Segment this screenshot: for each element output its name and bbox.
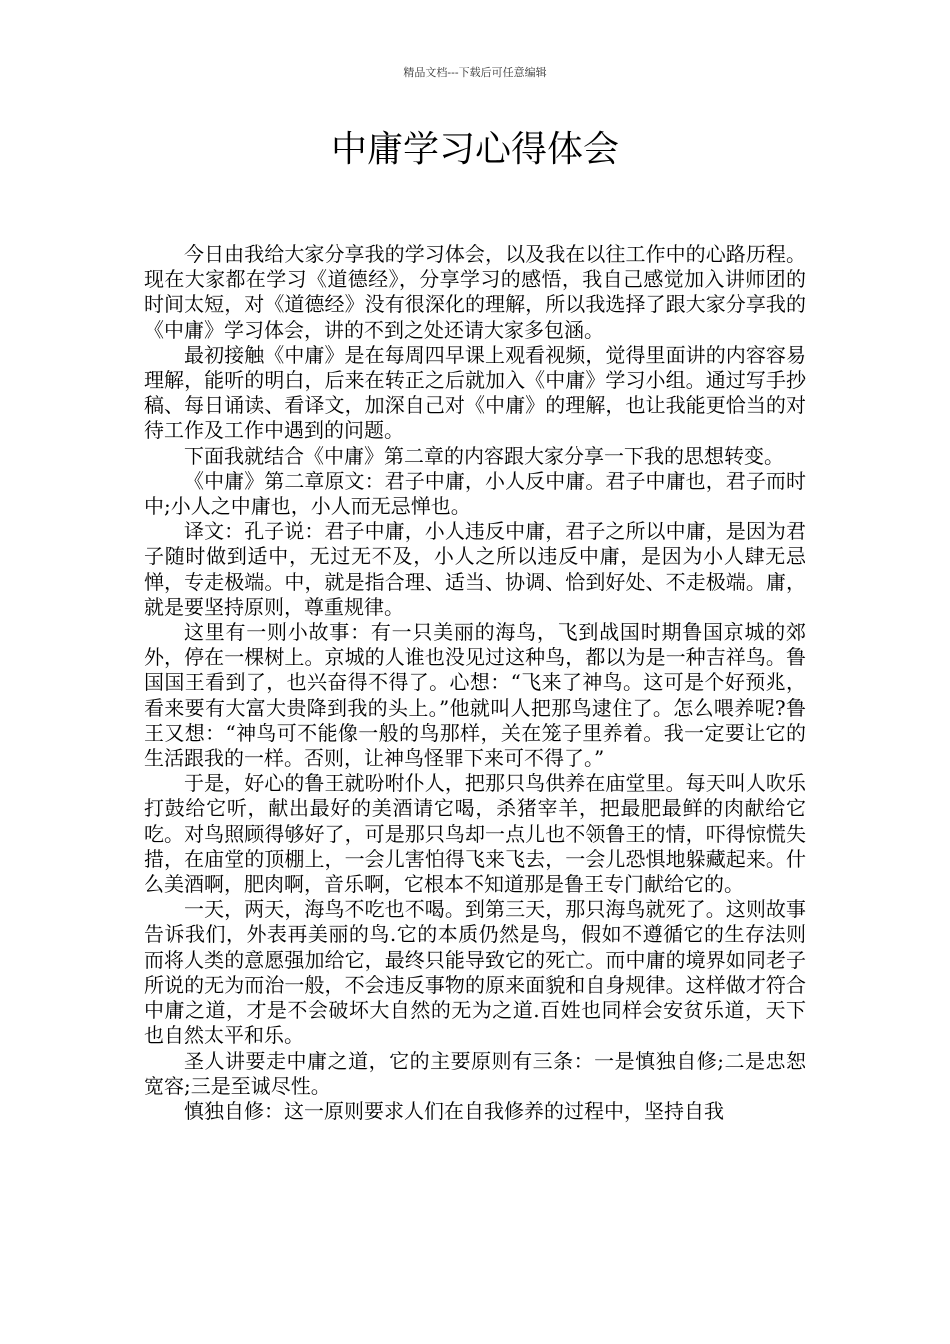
paragraph: 下面我就结合《中庸》第二章的内容跟大家分享一下我的思想转变。 xyxy=(184,443,784,468)
paragraph: 《中庸》第二章原文：君子中庸，小人反中庸。君子中庸也，君子而时中;小人之中庸也，小人而无忌惮也。 xyxy=(144,468,806,519)
paragraph: 慎独自修：这一原则要求人们在自我修养的过程中，坚持自我 xyxy=(184,1098,724,1123)
header-note: 精品文档---下载后可任意编辑 xyxy=(403,66,547,79)
paragraph: 圣人讲要走中庸之道，它的主要原则有三条：一是慎独自修;二是忠恕宽容;三是至诚尽性。 xyxy=(144,1048,806,1098)
paragraph: 一天，两天，海鸟不吃也不喝。到第三天，那只海鸟就死了。这则故事告诉我们，外表再美丽的鸟.它的本质仍然是鸟，假如不遵循它的生存法则而将人类的意愿强加给它，最终只能导致它的死亡。而中庸的境界如同老子所说的无为而治一般，不会违反事物的原来面貌和自身规律。这样做才符合中庸之道，才是不会破坏大自然的无为之道.百姓也同样会安贫乐道，天下也自然太平和乐。 xyxy=(144,897,806,1048)
paragraph: 译文：孔子说：君子中庸，小人违反中庸，君子之所以中庸，是因为君子随时做到适中，无过无不及，小人之所以违反中庸，是因为小人肆无忌惮，专走极端。中，就是指合理、适当、协调、恰到好处、不走极端。庸，就是要坚持原则，尊重规律。 xyxy=(144,519,806,619)
paragraph: 今日由我给大家分享我的学习体会，以及我在以往工作中的心路历程。现在大家都在学习《道德经》，分享学习的感悟，我自己感觉加入讲师团的时间太短，对《道德经》没有很深化的理解，所以我选择了跟大家分享我的《中庸》学习体会，讲的不到之处还请大家多包涵。 xyxy=(144,242,806,342)
paragraph: 这里有一则小故事：有一只美丽的海鸟，飞到战国时期鲁国京城的郊外，停在一棵树上。京城的人谁也没见过这种鸟，都以为是一种吉祥鸟。鲁国国王看到了，也兴奋得不得了。心想：“飞来了神鸟。这可是个好预兆，看来要有大富大贵降到我的头上。”他就叫人把那鸟逮住了。怎么喂养呢?鲁王又想：“神鸟可不能像一般的鸟那样，关在笼子里养着。我一定要让它的生活跟我的一样。否则，让神鸟怪罪下来可不得了。” xyxy=(144,620,806,771)
document-title: 中庸学习心得体会 xyxy=(330,129,619,170)
paragraph: 于是，好心的鲁王就吩咐仆人，把那只鸟供养在庙堂里。每天叫人吹乐打鼓给它听，献出最好的美酒请它喝，杀猪宰羊，把最肥最鲜的肉献给它吃。对鸟照顾得够好了，可是那只鸟却一点儿也不领鲁王的情，吓得惊慌失措，在庙堂的顶棚上，一会儿害怕得飞来飞去，一会儿恐惧地躲藏起来。什么美酒啊，肥肉啊，音乐啊，它根本不知道那是鲁王专门献给它的。 xyxy=(144,771,806,897)
document-body xyxy=(144,242,806,1124)
paragraph: 最初接触《中庸》是在每周四早课上观看视频，觉得里面讲的内容容易理解，能听的明白，后来在转正之后就加入《中庸》学习小组。通过写手抄稿、每日诵读、看译文，加深自己对《中庸》的理解，也让我能更恰当的对待工作及工作中遇到的问题。 xyxy=(144,342,806,443)
